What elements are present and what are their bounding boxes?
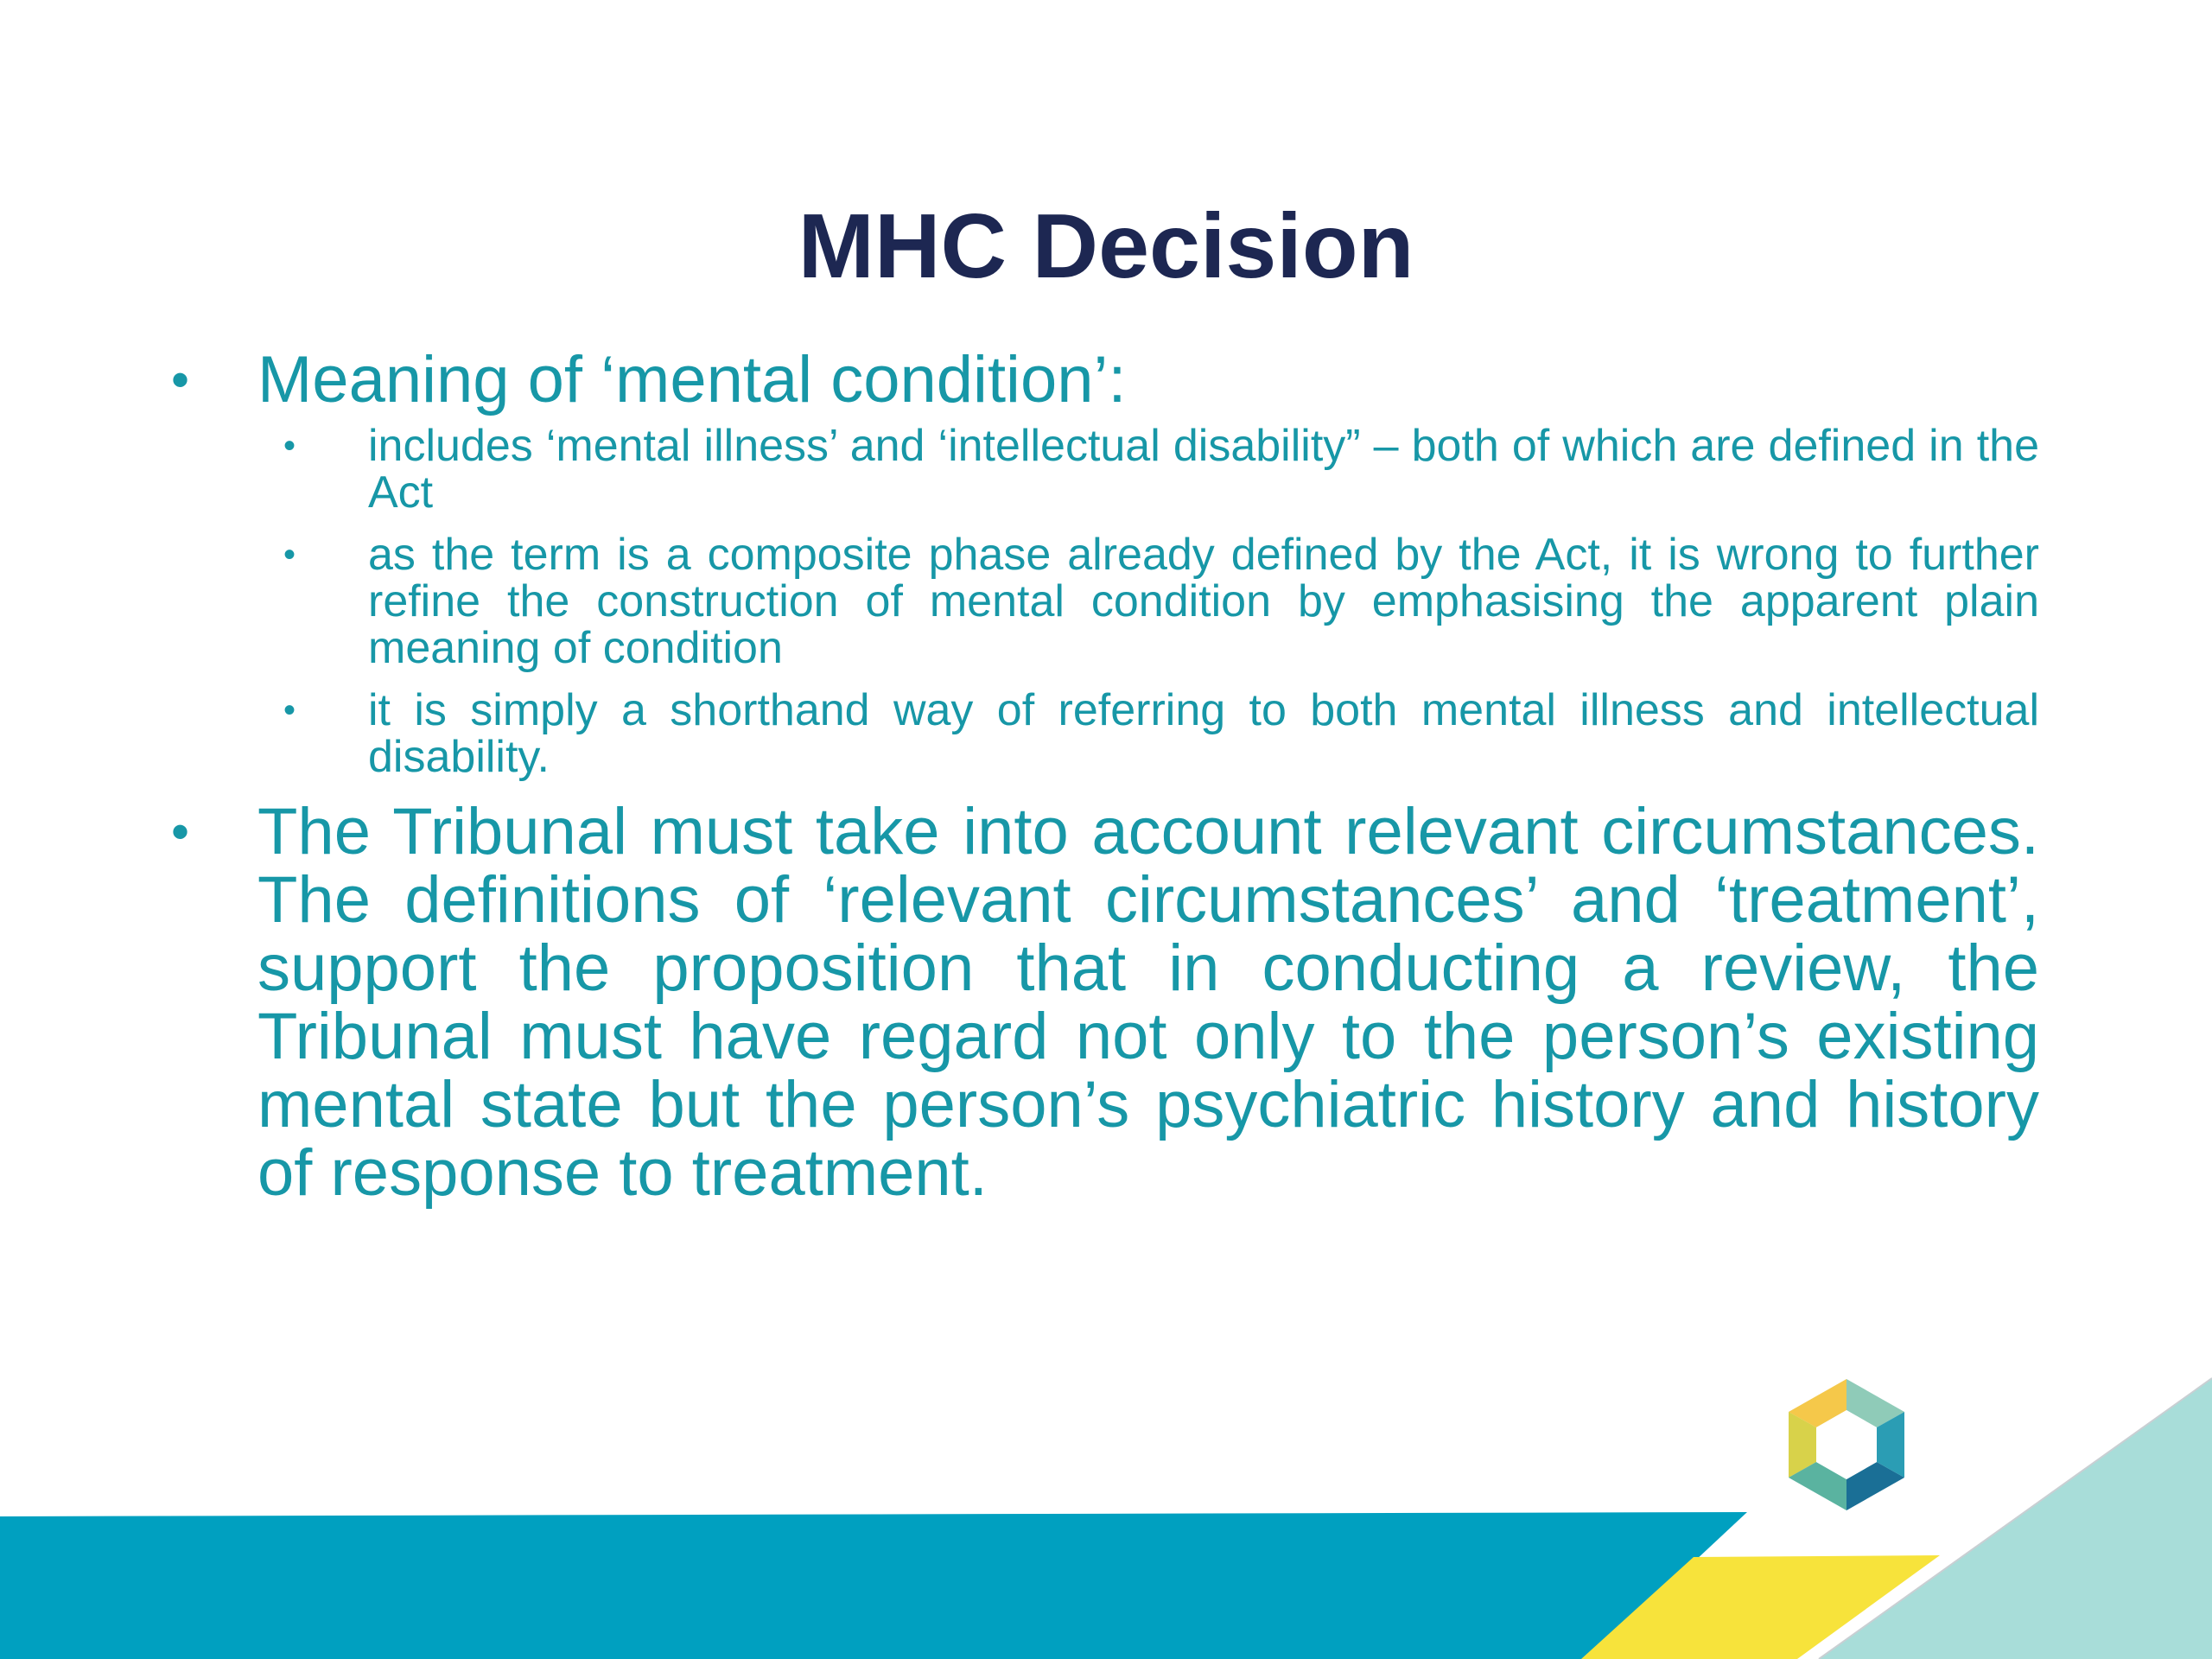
sub-bullet-marker: • [283,536,296,574]
slide-title: MHC Decision [798,195,1414,297]
bullet-marker: • [171,351,190,409]
sub-bullet-text: includes ‘mental illness’ and ‘intellectual disability” – both of which are defined in the Act [368,421,2039,518]
sub-bullet-marker: • [283,427,296,465]
bullet-meaning [156,343,2039,416]
sub-bullet [156,687,2039,780]
sub-bullet-text: it is simply a shorthand way of referring to both mental illness and intellectual disability. [368,685,2039,782]
bullet-text: Meaning of ‘mental condition’: [257,343,1127,416]
bullet-tribunal [156,795,2039,1210]
bullet-text: The Tribunal must take into account relevant circumstances. The definitions of ‘relevant circumstances’ and ‘treatment’, support the proposition that in conducting a review, the Tribunal must have regard not only to the person’s existing mental state but the person’s psychiatric history and history of response to treatment. [257,795,2039,1210]
sub-bullet-list [156,423,2039,780]
blue-band [0,1512,1747,1659]
slide-body [156,343,2039,1210]
sub-bullet [156,423,2039,516]
sub-bullet-marker: • [283,691,296,729]
bullet-marker: • [171,803,190,861]
hexagon-logo-icon [1782,1377,1911,1512]
sub-bullet-text: as the term is a composite phase already defined by the Act, it is wrong to further refine the construction of mental condition by emphasising the apparent plain meaning of condition [368,530,2039,673]
sub-bullet [156,531,2039,671]
